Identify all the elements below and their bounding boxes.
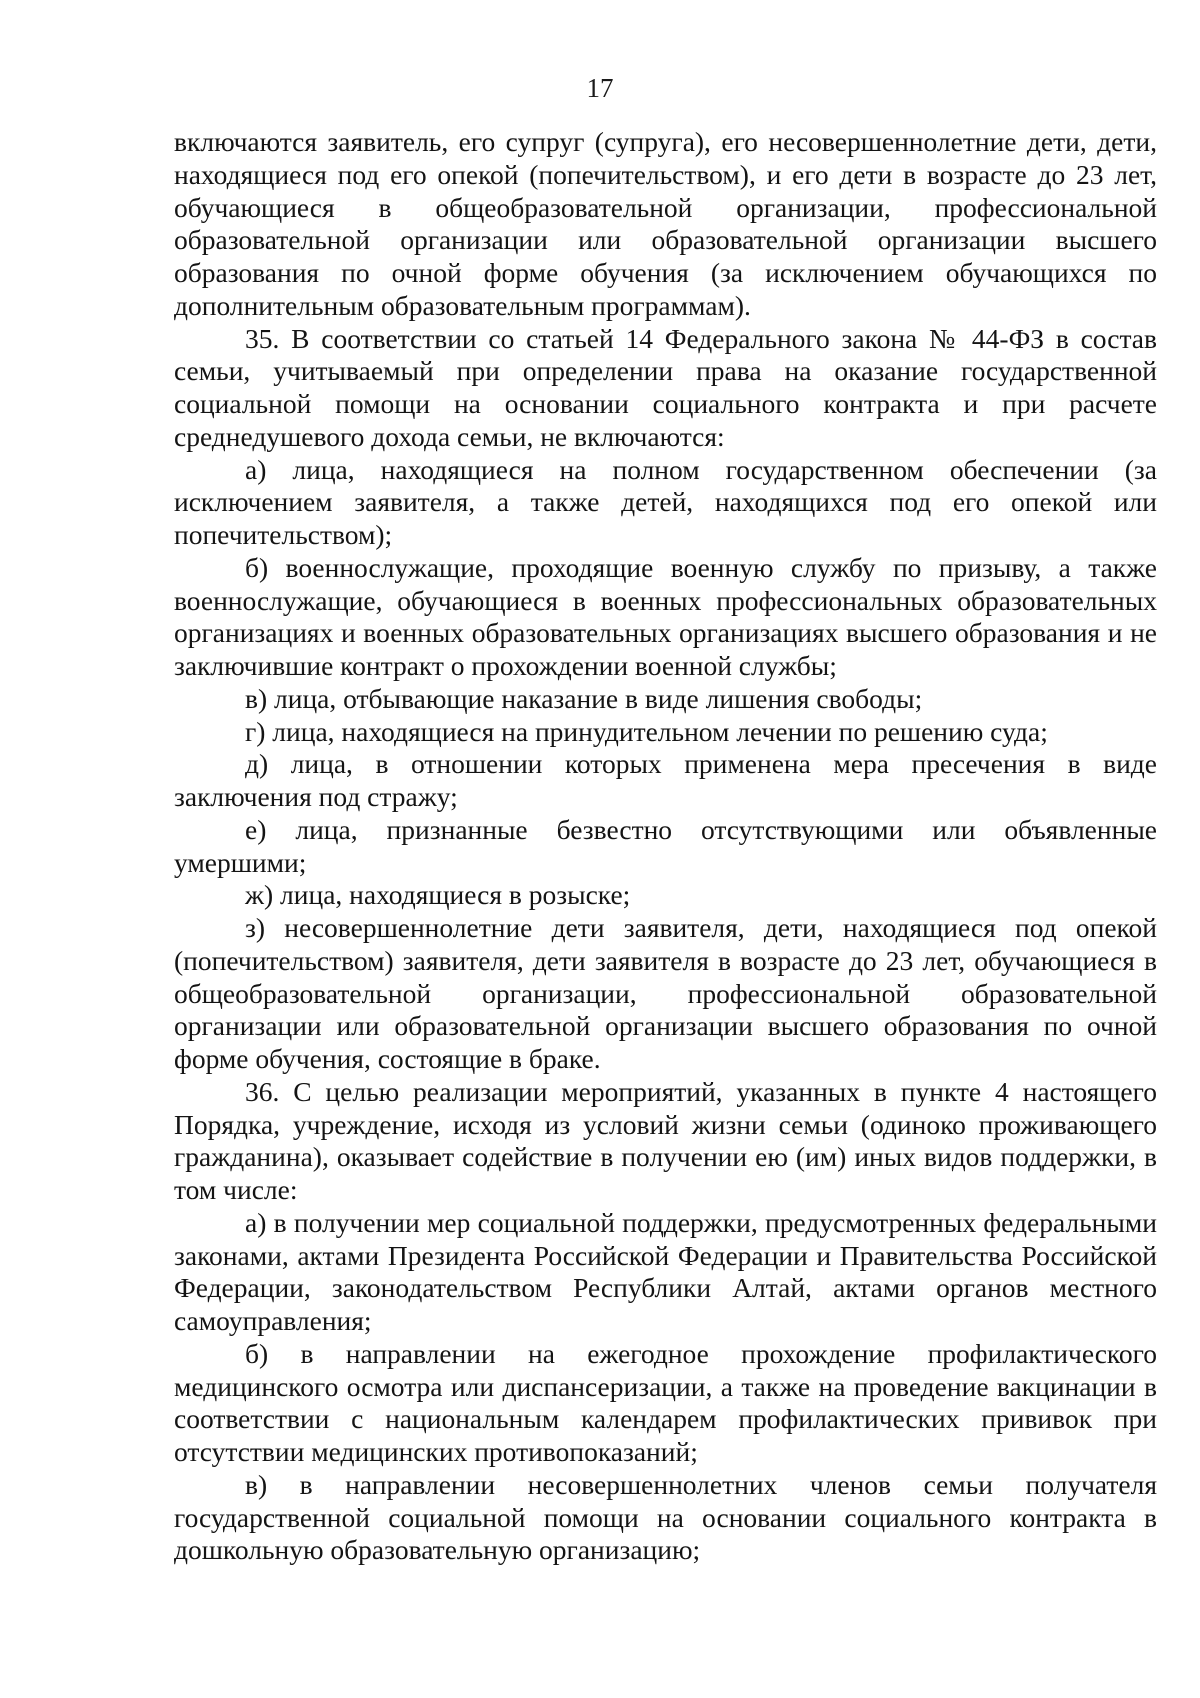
paragraph-item-36-a: а) в получении мер социальной поддержки, предусмотренных федеральными законами, актами Президента Российской Федерации и Правительства Российской Федерации, законодательством Республики Алтай, актами органов местного самоуправления; (174, 1206, 1157, 1336)
paragraph-item-35-z: з) несовершеннолетние дети заявителя, дети, находящиеся под опекой (попечительством) заявителя, дети заявителя в возрасте до 23 лет, обучающиеся в общеобразовательной организации, профессиональной образовательной организации или образовательной организации высшего образования по очной форме обучения, состоящие в браке. (174, 912, 1157, 1074)
page-number: 17 (586, 73, 614, 103)
document-body (174, 126, 1157, 1567)
paragraph-item-36-v: в) в направлении несовершеннолетних членов семьи получателя государственной социальной помощи на основании социального контракта в дошкольную образовательную организацию; (174, 1468, 1157, 1566)
paragraph-item-35: 35. В соответствии со статьей 14 Федерального закона № 44-ФЗ в состав семьи, учитываемый при определении права на оказание государственной социальной помощи на основании социального контракта и при расчете среднедушевого дохода семьи, не включаются: (174, 322, 1157, 452)
paragraph-item-35-v: в) лица, отбывающие наказание в виде лишения свободы; (245, 682, 923, 714)
paragraph-continuation: включаются заявитель, его супруг (супруга), его несовершеннолетние дети, дети, находящиеся под его опекой (попечительством), и его дети в возрасте до 23 лет, обучающиеся в общеобразовательной организации, профессиональной образовательной организации или образовательной организации высшего образования по очной форме обучения (за исключением обучающихся по дополнительным образовательным программам). (174, 126, 1157, 321)
paragraph-item-35-b: б) военнослужащие, проходящие военную службу по призыву, а также военнослужащие, обучающиеся в военных профессиональных образовательных организациях и военных образовательных организациях высшего образования и не заключившие контракт о прохождении военной службы; (174, 551, 1157, 681)
paragraph-item-35-d: д) лица, в отношении которых применена мера пресечения в виде заключения под стражу; (174, 748, 1157, 812)
paragraph-item-36: 36. С целью реализации мероприятий, указанных в пункте 4 настоящего Порядка, учреждение, исходя из условий жизни семьи (одиноко проживающего гражданина), оказывает содействие в получении ею (им) иных видов поддержки, в том числе: (174, 1075, 1157, 1205)
paragraph-item-35-g: г) лица, находящиеся на принудительном лечении по решению суда; (245, 715, 1048, 747)
paragraph-item-35-zh: ж) лица, находящиеся в розыске; (245, 879, 631, 911)
paragraph-item-35-e: е) лица, признанные безвестно отсутствующими или объявленные умершими; (174, 813, 1157, 878)
paragraph-item-36-b: б) в направлении на ежегодное прохождение профилактического медицинского осмотра или диспансеризации, а также на проведение вакцинации в соответствии с национальным календарем профилактических прививок при отсутствии медицинских противопоказаний; (174, 1337, 1157, 1467)
paragraph-item-35-a: а) лица, находящиеся на полном государственном обеспечении (за исключением заявителя, а также детей, находящихся под его опекой или попечительством); (174, 453, 1157, 550)
